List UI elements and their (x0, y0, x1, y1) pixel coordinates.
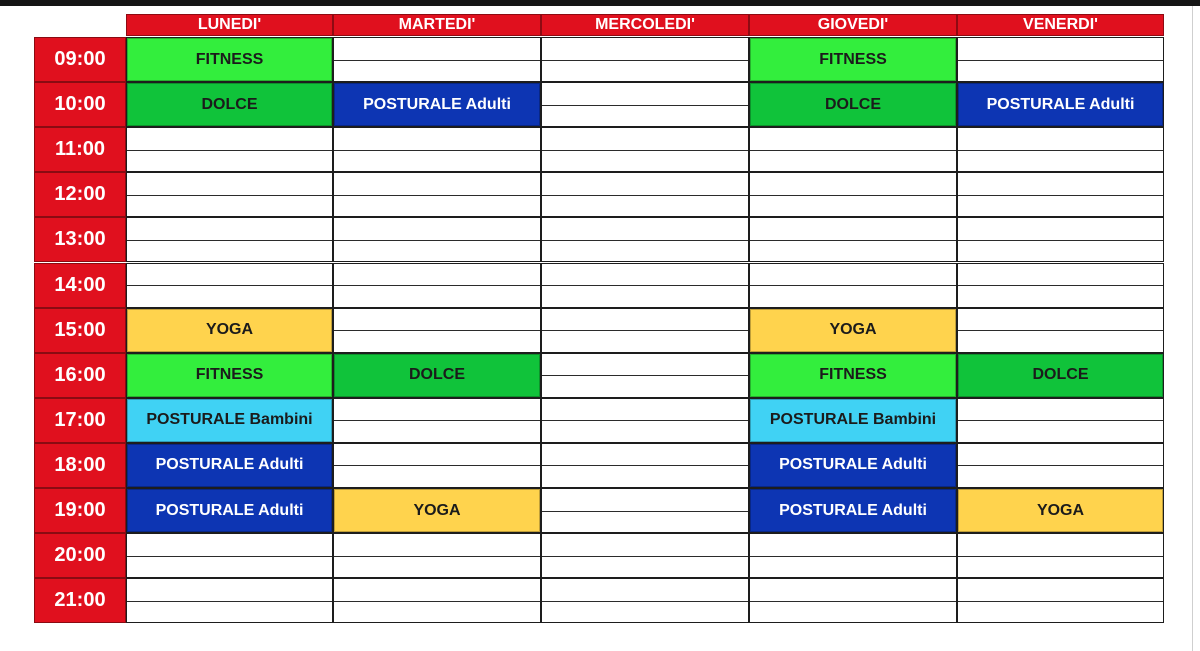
class-block-dolce: DOLCE (750, 83, 956, 126)
half-hour-line (958, 601, 1163, 602)
schedule-cell (541, 443, 749, 488)
class-block-yoga: YOGA (334, 489, 540, 532)
schedule-cell (541, 353, 749, 398)
half-hour-line (750, 240, 956, 241)
time-label: 16:00 (34, 353, 126, 398)
half-hour-line (334, 465, 540, 466)
day-header: MERCOLEDI' (541, 14, 749, 36)
half-hour-line (542, 375, 748, 376)
schedule-cell (749, 533, 957, 578)
half-hour-line (127, 195, 332, 196)
schedule-cell (957, 263, 1164, 308)
schedule-cell (749, 263, 957, 308)
time-label: 11:00 (34, 127, 126, 172)
half-hour-line (127, 285, 332, 286)
half-hour-line (750, 556, 956, 557)
schedule-cell (749, 127, 957, 172)
class-block-fitness: FITNESS (127, 38, 332, 81)
half-hour-line (127, 150, 332, 151)
class-block-posturale-adulti: POSTURALE Adulti (750, 489, 956, 532)
schedule-cell (541, 127, 749, 172)
half-hour-line (334, 60, 540, 61)
class-block-posturale-adulti: POSTURALE Adulti (750, 444, 956, 487)
schedule-cell (126, 217, 333, 262)
schedule-cell (957, 37, 1164, 82)
day-header: VENERDI' (957, 14, 1164, 36)
schedule-cell (126, 172, 333, 217)
half-hour-line (127, 601, 332, 602)
time-label: 21:00 (34, 578, 126, 623)
half-hour-line (334, 601, 540, 602)
schedule-cell (541, 37, 749, 82)
class-block-posturale-bambini: POSTURALE Bambini (750, 399, 956, 442)
time-label: 15:00 (34, 308, 126, 353)
schedule-cell (541, 308, 749, 353)
schedule-cell (126, 263, 333, 308)
class-block-posturale-adulti: POSTURALE Adulti (127, 444, 332, 487)
half-hour-line (542, 195, 748, 196)
half-hour-line (958, 285, 1163, 286)
schedule-cell (541, 488, 749, 533)
time-label: 09:00 (34, 37, 126, 82)
class-block-dolce: DOLCE (334, 354, 540, 397)
half-hour-line (750, 285, 956, 286)
schedule-cell (541, 263, 749, 308)
time-label: 13:00 (34, 217, 126, 262)
schedule-cell (126, 533, 333, 578)
half-hour-line (542, 330, 748, 331)
class-block-posturale-adulti: POSTURALE Adulti (334, 83, 540, 126)
half-hour-line (542, 150, 748, 151)
half-hour-line (127, 240, 332, 241)
half-hour-line (334, 285, 540, 286)
half-hour-line (542, 240, 748, 241)
schedule-cell (957, 533, 1164, 578)
half-hour-line (334, 556, 540, 557)
half-hour-line (542, 465, 748, 466)
half-hour-line (958, 150, 1163, 151)
schedule-cell (749, 578, 957, 623)
half-hour-line (334, 420, 540, 421)
schedule-cell (333, 217, 541, 262)
half-hour-line (958, 556, 1163, 557)
schedule-cell (957, 217, 1164, 262)
half-hour-line (958, 465, 1163, 466)
schedule-cell (957, 127, 1164, 172)
class-block-fitness: FITNESS (750, 38, 956, 81)
schedule-cell (749, 172, 957, 217)
schedule-cell (541, 172, 749, 217)
schedule-cell (541, 533, 749, 578)
schedule-cell (541, 82, 749, 127)
schedule-cell (126, 578, 333, 623)
class-block-posturale-adulti: POSTURALE Adulti (127, 489, 332, 532)
time-label: 12:00 (34, 172, 126, 217)
schedule-cell (957, 398, 1164, 443)
half-hour-line (542, 105, 748, 106)
half-hour-line (542, 511, 748, 512)
day-header: MARTEDI' (333, 14, 541, 36)
half-hour-line (127, 556, 332, 557)
schedule-cell (957, 443, 1164, 488)
schedule-cell (957, 308, 1164, 353)
schedule-cell (541, 398, 749, 443)
class-block-yoga: YOGA (127, 309, 332, 352)
half-hour-line (750, 601, 956, 602)
schedule-cell (333, 443, 541, 488)
schedule-cell (957, 578, 1164, 623)
class-block-posturale-adulti: POSTURALE Adulti (958, 83, 1163, 126)
schedule-cell (333, 263, 541, 308)
half-hour-line (958, 60, 1163, 61)
half-hour-line (334, 195, 540, 196)
half-hour-line (958, 240, 1163, 241)
time-label: 10:00 (34, 82, 126, 127)
class-block-fitness: FITNESS (750, 354, 956, 397)
class-block-dolce: DOLCE (958, 354, 1163, 397)
day-header: GIOVEDI' (749, 14, 957, 36)
schedule-cell (749, 217, 957, 262)
schedule-cell (541, 578, 749, 623)
schedule-cell (333, 127, 541, 172)
schedule-cell (126, 127, 333, 172)
half-hour-line (334, 150, 540, 151)
time-label: 17:00 (34, 398, 126, 443)
half-hour-line (542, 60, 748, 61)
class-block-dolce: DOLCE (127, 83, 332, 126)
half-hour-line (334, 330, 540, 331)
schedule-cell (333, 308, 541, 353)
class-block-yoga: YOGA (750, 309, 956, 352)
half-hour-line (334, 240, 540, 241)
schedule-cell (957, 172, 1164, 217)
schedule-cell (333, 578, 541, 623)
half-hour-line (958, 420, 1163, 421)
time-label: 19:00 (34, 488, 126, 533)
time-label: 14:00 (34, 263, 126, 308)
class-block-yoga: YOGA (958, 489, 1163, 532)
schedule-cell (333, 398, 541, 443)
time-label: 20:00 (34, 533, 126, 578)
half-hour-line (542, 285, 748, 286)
half-hour-line (542, 601, 748, 602)
schedule-cell (333, 533, 541, 578)
schedule-cell (333, 37, 541, 82)
class-block-fitness: FITNESS (127, 354, 332, 397)
half-hour-line (750, 195, 956, 196)
half-hour-line (750, 150, 956, 151)
half-hour-line (542, 420, 748, 421)
schedule-cell (333, 172, 541, 217)
time-label: 18:00 (34, 443, 126, 488)
schedule-cell (541, 217, 749, 262)
day-header: LUNEDI' (126, 14, 333, 36)
half-hour-line (958, 195, 1163, 196)
half-hour-line (958, 330, 1163, 331)
class-block-posturale-bambini: POSTURALE Bambini (127, 399, 332, 442)
half-hour-line (542, 556, 748, 557)
